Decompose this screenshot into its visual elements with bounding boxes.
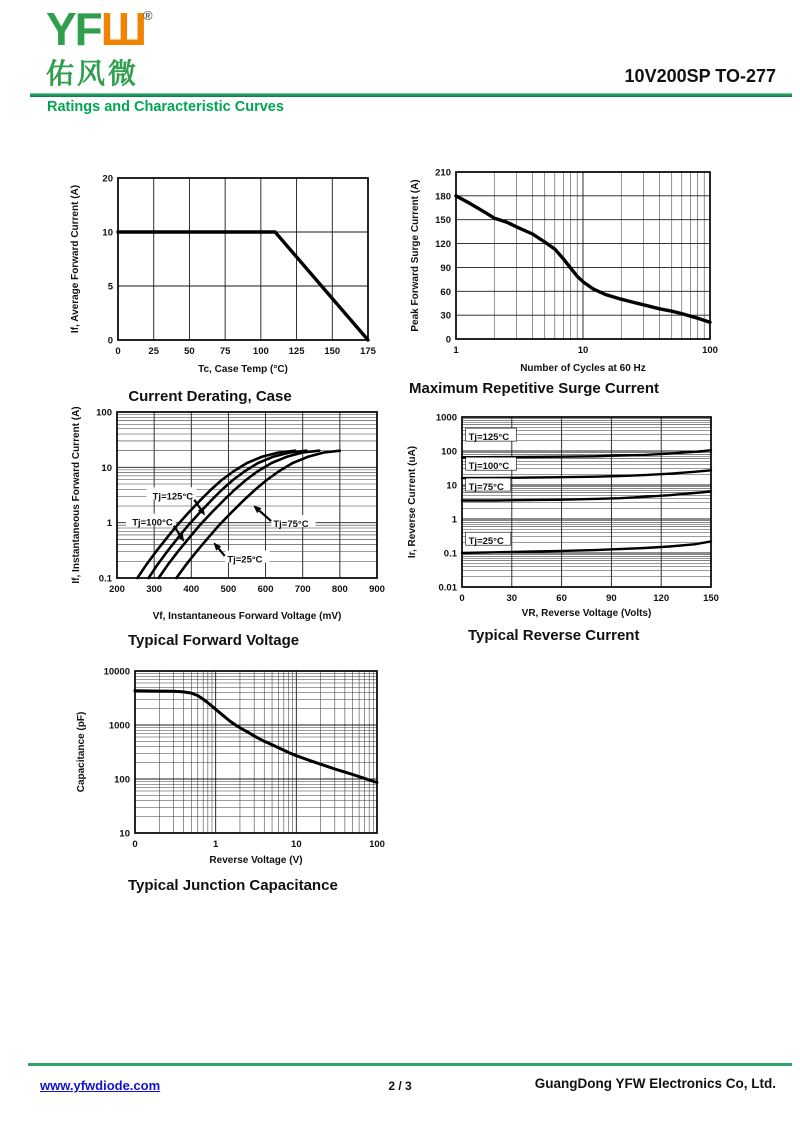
svg-text:10: 10: [101, 462, 112, 474]
part-number: 10V200SP TO-277: [624, 66, 776, 86]
svg-text:175: 175: [360, 346, 376, 357]
svg-text:Capacitance (pF): Capacitance (pF): [76, 711, 87, 793]
svg-text:1: 1: [451, 514, 457, 526]
logo-text-green: YF: [46, 3, 101, 55]
junction-capacitance-chart: [60, 655, 394, 883]
svg-text:60: 60: [440, 286, 451, 298]
svg-text:10: 10: [577, 345, 589, 356]
svg-text:1: 1: [106, 518, 112, 530]
svg-text:400: 400: [183, 584, 200, 595]
svg-text:0.1: 0.1: [98, 573, 112, 585]
svg-text:If, Average Forward Current (A: If, Average Forward Current (A): [70, 184, 81, 334]
svg-text:90: 90: [440, 262, 451, 274]
svg-text:100: 100: [114, 774, 130, 786]
svg-text:900: 900: [369, 584, 385, 595]
chart-title-derating: Current Derating, Case: [128, 388, 292, 405]
svg-text:10: 10: [119, 828, 130, 840]
svg-text:Reverse Voltage (V): Reverse Voltage (V): [209, 855, 303, 866]
svg-text:125: 125: [288, 346, 305, 357]
svg-text:25: 25: [148, 346, 160, 357]
surge-current-chart: [405, 158, 739, 390]
chart-title-capacitance: Typical Junction Capacitance: [128, 877, 338, 894]
svg-text:0: 0: [132, 839, 138, 850]
svg-text:800: 800: [331, 584, 348, 595]
svg-text:Tj=100°C: Tj=100°C: [132, 517, 173, 529]
svg-text:1000: 1000: [435, 412, 457, 424]
svg-text:210: 210: [435, 167, 451, 179]
svg-text:Tj=25°C: Tj=25°C: [227, 554, 263, 566]
svg-text:Number of Cycles at 60 Hz: Number of Cycles at 60 Hz: [520, 363, 646, 374]
svg-text:If, Instantaneous Forward Curr: If, Instantaneous Forward Current (A): [71, 406, 82, 584]
svg-text:5: 5: [107, 281, 113, 293]
svg-text:200: 200: [109, 584, 125, 595]
header-divider: [30, 93, 792, 97]
company-name: GuangDong YFW Electronics Co, Ltd.: [534, 1076, 776, 1091]
svg-text:0.01: 0.01: [438, 582, 457, 594]
svg-text:0: 0: [459, 593, 465, 604]
svg-text:Tj=100°C: Tj=100°C: [468, 461, 510, 473]
svg-text:Ir, Reverse Current (uA): Ir, Reverse Current (uA): [407, 445, 418, 559]
page-number: 2 / 3: [388, 1079, 412, 1093]
footer-divider: [28, 1063, 792, 1066]
svg-text:50: 50: [184, 346, 195, 357]
svg-text:30: 30: [440, 310, 451, 322]
svg-text:1000: 1000: [108, 720, 130, 732]
svg-text:Peak Forward Surge Current (A): Peak Forward Surge Current (A): [410, 179, 421, 332]
svg-text:300: 300: [146, 584, 163, 595]
svg-text:100: 100: [369, 839, 385, 850]
section-title: Ratings and Characteristic Curves: [47, 99, 284, 115]
svg-text:0: 0: [107, 335, 113, 347]
yfw-logo: [46, 3, 146, 55]
svg-text:120: 120: [435, 239, 451, 251]
svg-text:10: 10: [446, 480, 457, 492]
svg-text:Tj=75°C: Tj=75°C: [273, 518, 309, 530]
svg-text:1: 1: [213, 839, 219, 850]
svg-text:10: 10: [102, 227, 113, 239]
svg-text:VR, Reverse Voltage (Volts): VR, Reverse Voltage (Volts): [521, 608, 652, 619]
svg-text:0: 0: [115, 346, 121, 357]
svg-text:Tj=125°C: Tj=125°C: [152, 491, 194, 503]
svg-text:100: 100: [252, 346, 269, 357]
svg-text:0: 0: [445, 334, 451, 346]
chart-title-reverse-current: Typical Reverse Current: [468, 627, 640, 644]
svg-text:30: 30: [506, 593, 518, 604]
svg-text:100: 100: [702, 345, 718, 356]
svg-text:150: 150: [324, 346, 341, 357]
svg-text:1: 1: [453, 345, 459, 356]
svg-text:120: 120: [653, 593, 670, 604]
svg-text:100: 100: [96, 407, 112, 419]
svg-text:150: 150: [703, 593, 719, 604]
svg-text:600: 600: [257, 584, 274, 595]
svg-text:Tc, Case Temp (°C): Tc, Case Temp (°C): [198, 364, 288, 375]
svg-text:180: 180: [435, 191, 451, 203]
chart-title-surge: Maximum Repetitive Surge Current: [409, 380, 660, 397]
svg-text:Tj=75°C: Tj=75°C: [468, 482, 504, 494]
reverse-current-chart: [400, 405, 738, 635]
svg-text:100: 100: [441, 446, 457, 458]
svg-text:Tj=25°C: Tj=25°C: [468, 536, 504, 548]
svg-text:90: 90: [606, 593, 617, 604]
svg-text:Vf, Instantaneous Forward Vol: Vf, Instantaneous Forward Voltage (mV): [152, 611, 342, 622]
chart-title-forward-voltage: Typical Forward Voltage: [128, 632, 300, 649]
svg-text:20: 20: [102, 173, 113, 185]
svg-text:700: 700: [294, 584, 311, 595]
svg-text:10000: 10000: [103, 666, 130, 678]
svg-text:75: 75: [219, 346, 231, 357]
current-derating-chart: [60, 163, 382, 395]
logo-w-mark: Ш: [100, 3, 146, 55]
forward-voltage-chart: [60, 400, 394, 640]
svg-text:60: 60: [556, 593, 567, 604]
svg-text:10: 10: [291, 839, 302, 850]
logo-chinese-name: 佑风微: [46, 57, 140, 90]
registered-trademark-icon: ®: [143, 8, 153, 23]
svg-text:500: 500: [220, 584, 237, 595]
svg-text:150: 150: [435, 215, 451, 227]
website-link[interactable]: www.yfwdiode.com: [40, 1078, 161, 1093]
svg-text:Tj=125°C: Tj=125°C: [468, 432, 510, 444]
svg-text:0.1: 0.1: [443, 548, 457, 560]
